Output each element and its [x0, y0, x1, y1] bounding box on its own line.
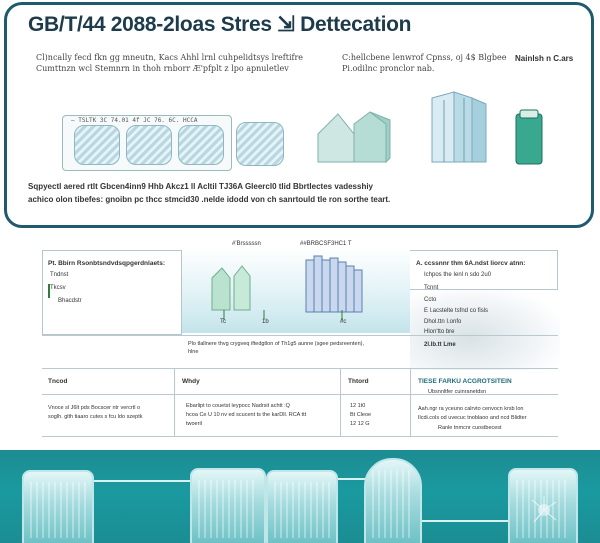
mid-text-line-1: C:hellcbene lenwrof Cpnss, oj 4$ Blgbee	[342, 53, 507, 62]
footer-col3-line1: 12 1t0	[350, 403, 366, 409]
right-panel-header: A. ccssnnr thm 6A.ndst liorcv atnn:	[416, 260, 526, 267]
footer-col4-line3: Ranle tnmcnr cuostbecest	[438, 425, 502, 431]
chart-tick-2: 1b	[262, 319, 269, 325]
footer-col2-line3: twoeril	[186, 421, 202, 427]
connector-tube-3	[420, 520, 520, 522]
footer-col1-line2: soglh. glth tiaaro cutes s fcu ldo szeptk	[48, 414, 143, 420]
sample-blob-2	[126, 125, 172, 165]
left-item-1: Tndnst	[50, 272, 69, 278]
vertical-divider-2	[340, 368, 341, 436]
sample-blob-4	[236, 122, 284, 166]
chart-top-label-1: #'Brsssssn	[232, 241, 261, 247]
right-item-3: Ccto	[424, 297, 437, 303]
right-item-6: Hlon'tto bre	[424, 329, 455, 335]
right-heading: Nainlsh n C.ars	[515, 54, 574, 63]
intro-text-line-2: Cumttnzn wcl Stemnrn in thoh rnborr Æ'pfplt z lpo apnuletlev	[36, 64, 289, 73]
caption-line-1: Sqpyectl aered rtlt Gbcen4inn9 Hhb Akcz1 ll Acltil TJ36A Gleercl0 tlid Bbrtlectes vadesshiy	[28, 182, 374, 191]
footer-header-4: TIESE FARKU ACGROTSITEIN	[418, 378, 512, 385]
stress-chart	[182, 248, 410, 336]
divider-line-4	[42, 436, 558, 437]
test-chamber-3	[266, 470, 338, 543]
test-chamber-1	[22, 470, 94, 543]
vertical-divider-1	[174, 368, 175, 436]
footer-header-3: Thtord	[348, 378, 369, 385]
footer-header-2: Whdy	[182, 378, 200, 385]
chart-caption-2: hlne	[188, 349, 199, 355]
right-item-4: E l.acstelte tsfnd co fisls	[424, 308, 489, 314]
left-panel-header: Pt. Bbirn Rsonbtsndvdsqpgerdnlaets:	[48, 260, 166, 267]
specimen-column-illustration	[424, 90, 494, 166]
right-item-2: Tcnnt	[424, 285, 439, 291]
crack-pattern-icon	[530, 496, 558, 524]
chart-caption-1: Plo tlallnere thvg crygveq iftedgtlon of Th1g5 aunne (sgee pedsreenten),	[188, 341, 365, 347]
page-title: GB/T/44 2088-2loas Stres ⇲ Dettecation	[28, 13, 412, 36]
footer-col4-line1: Aah.ngr ra yceuno calrvto cenvocn krsb lon	[418, 406, 524, 412]
sample-blob-3	[178, 125, 224, 165]
test-chamber-2	[190, 468, 266, 543]
caption-line-2: achico olon tibefes: gnoibn pc thcc stmcid30 .nelde idodd von ch sanrtould tle ron sorthe teart.	[28, 195, 391, 204]
chart-top-label-2: ##BRBCSF3HC1 T	[300, 241, 352, 247]
strip-label: — TSLTK 3C 74.01 4f JC 76. 6C. HCCA	[71, 117, 198, 124]
footer-col2-line1: Ebarlipt to couetst leypocc Nadrsit achtt :Q	[186, 403, 290, 409]
vertical-divider-3	[410, 368, 411, 436]
footer-col4-line2: Ilcdi.cols od uvecuc tnoblaoo and ncd Blidter	[418, 415, 527, 421]
right-item-5: Dhol.ttn I.onfo	[424, 319, 462, 325]
footer-subheader: Ubsnnltfer cuinranetdsn	[428, 389, 487, 395]
footer-header-1: Tncod	[48, 378, 68, 385]
test-chamber-4	[508, 468, 578, 543]
test-column	[364, 458, 422, 543]
sample-blob-1	[74, 125, 120, 165]
right-item-1: Ichpos the Ienl n sdo 2u0	[424, 272, 492, 278]
divider-line-2	[42, 368, 558, 369]
mid-text-line-2: Pi.odilnc pronclor nab.	[342, 64, 435, 73]
footer-col2-line2: hcoa Ce U 10 nv ed scucent ts the karDll. RCA ttt	[186, 412, 307, 418]
right-item-7: 2l.lb.tt Lme	[424, 342, 456, 348]
specimen-cylinder-illustration	[512, 108, 548, 166]
footer-col3-line2: Bt Cleoe	[350, 412, 372, 418]
chart-tick-1: Tc	[220, 319, 226, 325]
left-item-3: Bhacdstr	[58, 298, 82, 304]
footer-col1-line1: Vnoce sl J6lt pds Bocscer ntr vercrtl o	[48, 405, 141, 411]
connector-tube-1	[90, 480, 200, 482]
specimen-block-illustration	[314, 104, 394, 166]
left-item-2: Tkcsv	[50, 285, 66, 291]
footer-col3-line3: 12 12 G	[350, 421, 370, 427]
marker-icon	[48, 284, 50, 298]
chart-tick-3: #c	[340, 319, 347, 325]
intro-text-line-1: Cl)ncally fecd fkn gg mneutn, Kacs Ahhl lrnl cuhpelidtsys lreftifre	[36, 53, 304, 62]
